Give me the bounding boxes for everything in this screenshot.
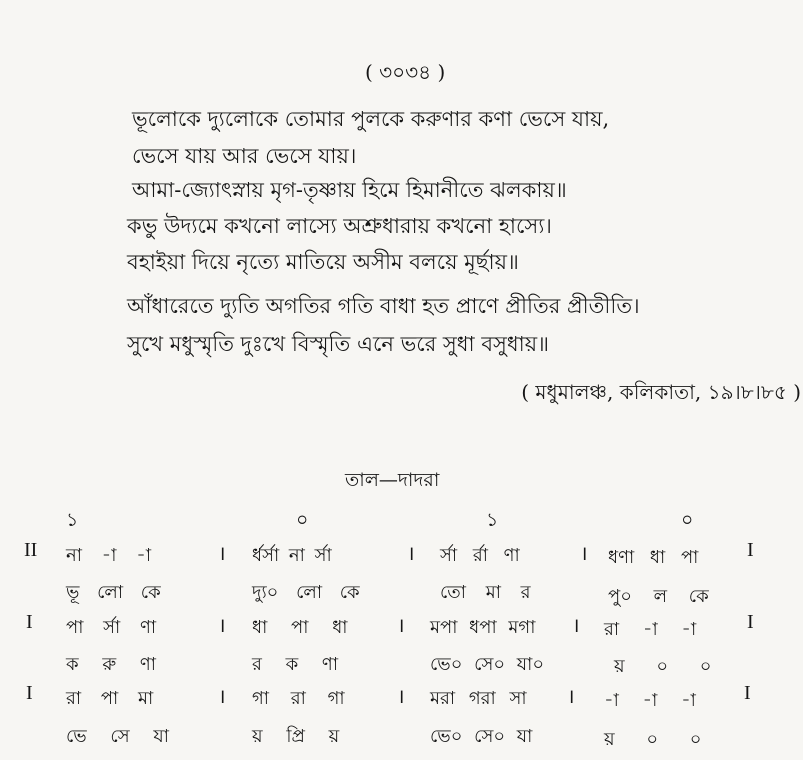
lyric-cell: ক রু ণা xyxy=(66,654,156,675)
lyric-cell: ভূ লো কে xyxy=(66,582,161,603)
verse-line: আমা-জ্যোৎস্নায় মৃগ-তৃষ্ণায় হিমে হিমানীতে ঝলকায়॥ xyxy=(132,178,567,202)
verse-line: কভু উদ্যমে কখনো লাস্যে অশ্রুধারায় কখনো হাস্যে। xyxy=(127,214,552,238)
lyric-cell: দ্যু০ লো কে xyxy=(252,582,360,603)
end-bar-mark: I xyxy=(744,682,751,704)
beat-marker: ০ xyxy=(681,509,694,531)
svara-cell: পা র্সা ণা xyxy=(66,617,157,638)
start-bar-mark: I xyxy=(26,682,33,704)
bar-divider: । xyxy=(397,684,405,708)
bar-divider: । xyxy=(567,684,575,708)
lyric-cell: য় ০ ০ xyxy=(614,656,712,677)
svara-cell: ধা পা ধা xyxy=(252,617,348,638)
verse-line: আঁধারেতে দ্যুতি অগতির গতি বাধা হত প্রাণে প্রীতির প্রীতীতি। xyxy=(127,294,640,318)
bar-divider: । xyxy=(572,613,580,637)
svara-cell: -া -া -া xyxy=(604,690,696,711)
svara-cell: মরা গরা সা xyxy=(430,688,527,709)
svara-cell: ধণা ধা পা xyxy=(608,547,699,568)
lyric-cell: ভে০ সে০ যা xyxy=(430,726,533,747)
verse-line: বহাইয়া দিয়ে নৃত্যে মাতিয়ে অসীম বলয়ে মূর্ছায়॥ xyxy=(127,250,519,274)
bar-divider: । xyxy=(397,613,405,637)
bar-divider: । xyxy=(218,613,226,637)
end-bar-mark: I xyxy=(747,611,754,633)
svara-cell: র্সা র্রা ণা xyxy=(440,545,520,566)
svara-cell: না -া -া xyxy=(66,545,152,566)
lyric-cell: তো মা র xyxy=(440,582,531,603)
lyric-cell: ভে সে যা xyxy=(66,726,169,747)
song-number: ( ৩০৩৪ ) xyxy=(365,60,446,84)
svara-cell: রা পা মা xyxy=(66,688,154,709)
tala-title: তাল—দাদরা xyxy=(345,469,440,491)
beat-marker: ১ xyxy=(486,509,499,531)
svara-cell: র্ধর্সা না র্সা xyxy=(252,545,332,566)
svara-cell: রা -া -া xyxy=(604,619,697,640)
lyric-cell: ভে০ সে০ যা০ xyxy=(430,654,545,675)
beat-marker: ১ xyxy=(66,509,79,531)
start-bar-mark: I xyxy=(26,611,33,633)
svara-cell: গা রা গা xyxy=(252,688,345,709)
verse-line: ভেসে যায় আর ভেসে যায়। xyxy=(132,144,357,168)
bar-divider: । xyxy=(218,684,226,708)
verse-line: সুখে মধুস্মৃতি দুঃখে বিস্মৃতি এনে ভরে সুধা বসুধায়॥ xyxy=(127,332,549,356)
lyric-cell: য় ০ ০ xyxy=(604,729,702,750)
source-citation: ( মধুমালঞ্চ, কলিকাতা, ১৯।৮।৮৫ ) xyxy=(521,380,801,404)
bar-divider: । xyxy=(580,541,588,565)
lyric-cell: র ক ণা xyxy=(252,654,339,675)
lyric-cell: য় প্রি য় xyxy=(252,726,340,747)
bar-divider: । xyxy=(218,541,226,565)
svara-cell: মপা ধপা মগা xyxy=(430,617,536,638)
beat-marker: ০ xyxy=(296,509,309,531)
end-bar-mark: I xyxy=(747,539,754,561)
bar-divider: । xyxy=(407,541,415,565)
double-bar-mark: II xyxy=(24,539,38,561)
verse-line: ভূলোকে দ্যুলোকে তোমার পুলকে করুণার কণা ভেসে যায়, xyxy=(132,107,610,131)
lyric-cell: পু০ ল কে xyxy=(608,586,709,607)
